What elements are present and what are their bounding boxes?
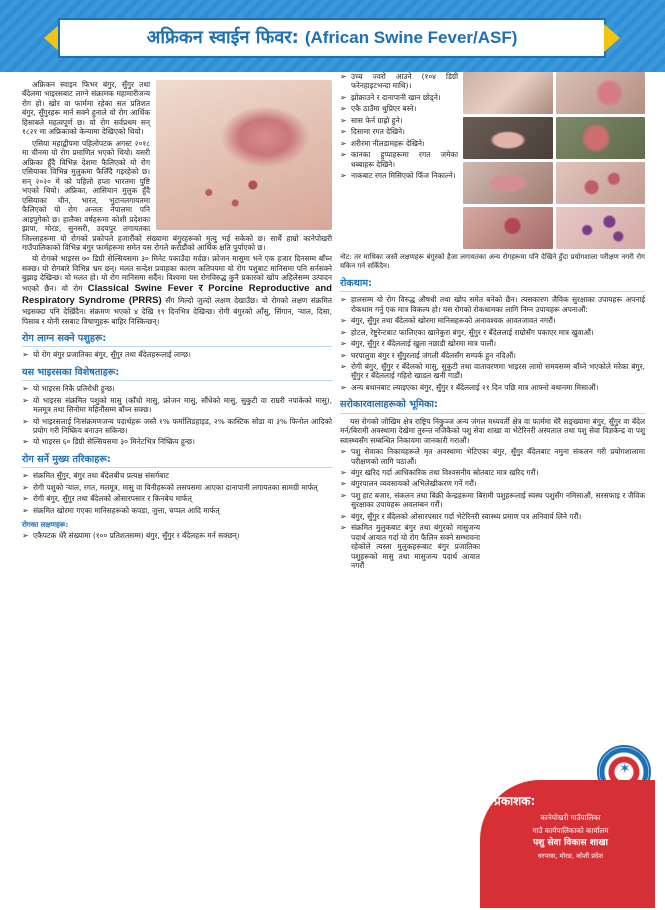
symptoms-note: नोट: तर माथिका जस्तै लक्षणहरू बंगुरको हैजा लगायतका अन्य रोगहरूमा पनि देखिने हुँदा प्रयोगशाला परीक्षण नगरी रोग यकिन गर्न सकिँदैन। (340, 253, 645, 270)
list-item: ➢ घरपालुवा बंगुर र सुँगुरलाई जंगली बँदेलसँग सम्पर्क हुन नदिऔं। (340, 350, 516, 360)
intro-paragraph-3-tail: सँग मिल्दो जुल्दो लक्षण देखाउँछ। यो रोगको लक्षण संक्रमित भइसक्दा पनि देखिँदैन। संक्रमण भएको ४ देखि १९ दिनभित्र देखिन्छ। रोगी बंगुरको आँसु, सिंगान, र्‍याल, दिसा, पिसाब र योनी रसबाट विषाणुहरू बाहिर निस्किन्छन्। (22, 296, 332, 326)
pig-ear-hemorrhage-photo (463, 207, 553, 249)
arrow-bullet-icon: ➢ (340, 479, 347, 489)
arrow-bullet-icon: ➢ (22, 416, 29, 426)
list-item: ➢ पशु हाट बजार, संकलन तथा बिक्री केन्द्रहरूमा बिरामी पशुहरूलाई स्वस्थ पशुसँग नमिसाऔं, सरसफाइ र जैविक सुरक्षाका उपायहरू अवलम्बन गरौं। (340, 490, 645, 510)
arrow-bullet-icon: ➢ (22, 531, 29, 541)
huddled-pigs-photo (463, 117, 553, 159)
pig-nose-bleeding-photo (556, 117, 646, 159)
arrow-bullet-icon: ➢ (340, 361, 347, 371)
title-english: (African Swine Fever/ASF) (304, 28, 518, 48)
title-nepali: अफ्रिकन स्वाईन फिवर: (146, 27, 299, 49)
list-item: ➢ बंगुर, सुँगुर र बँदेललाई खुला नछाडी खोरमा मात्र पालौं। (340, 339, 497, 349)
list-item: ➢ कानका हुप्पाहरूमा रगत जमेका धब्बाहरू देखिने। (340, 150, 458, 169)
arrow-bullet-icon: ➢ (340, 339, 347, 349)
list-item: ➢ झोक्राउने र दानापानी खान छोड्ने। (340, 92, 441, 102)
arrow-bullet-icon: ➢ (340, 171, 347, 181)
pig-bruised-skin-photo (556, 207, 646, 249)
dead-pig-photo (463, 162, 553, 204)
list-item: ➢ संक्रमित खोरमा गएका मानिसहरूको कपडा, जुत्ता, चप्पल आदि मार्फत् (22, 505, 220, 515)
arrow-bullet-icon: ➢ (340, 138, 347, 148)
arrow-bullet-icon: ➢ (22, 494, 29, 504)
prevention-list (340, 295, 645, 392)
list-item: ➢ उच्च ज्वरो आउने (१०४ डिग्री फरेनहाइटभन्दा माथि)। (340, 72, 458, 91)
arrow-bullet-icon: ➢ (340, 127, 347, 137)
intro-paragraph-3-english: Classical Swine Fever र Porcine Reproductive and Respiratory Syndrome (PRRS) (22, 282, 332, 306)
emblem-star-icon: ✶ (619, 761, 631, 777)
list-item: ➢ एकै ठाउँमा थुप्रिएर बस्ने। (340, 104, 417, 114)
arrow-bullet-icon: ➢ (340, 150, 347, 160)
publisher-office: गाउँ कार्यपालिकाको कार्यालय (532, 825, 609, 835)
right-column (340, 72, 645, 573)
publisher-address: वरपरस, मोरङ, कोशी प्रदेश (538, 852, 603, 861)
list-item: ➢ बंगुर खरिद गर्दा आधिकारिक तथा विश्वसनीय स्रोतबाट मात्र खरिद गरौं। (340, 468, 539, 477)
list-item: ➢ शरीरमा नीलडामहरू देखिने। (340, 138, 425, 148)
arrow-bullet-icon: ➢ (22, 350, 29, 360)
list-item: ➢ सास फेर्न ग्राह्रो हुने। (340, 115, 403, 125)
who-gets-list (22, 350, 332, 359)
list-item: ➢ यो भाइरस ६० डिग्री सेल्सियसमा ३० मिनेटभित्र निष्क्रिय हुन्छ। (22, 437, 195, 447)
list-item: ➢ नाकबाट रगत मिसिएको फिँज निकाल्ने। (340, 171, 456, 181)
arrow-bullet-icon: ➢ (340, 468, 347, 477)
list-item: ➢ पशु सेवाका निकायहरूले मृत अवस्थामा भेटिएका बंगुर, सुँगुर बँदेलबाट नमुना संकलन गरी प्रयोगशालामा परीक्षणको लागि पठाऔं। (340, 447, 645, 466)
arrow-bullet-icon: ➢ (340, 523, 347, 533)
list-item: ➢ बंगुर, सुँगुर र बँदेलको ओसारपसार गर्दा भेटेरिनरी स्वास्थ्य प्रमाण पत्र अनिवार्य लिने गरौं। (340, 511, 582, 521)
list-item: ➢ यो रोग बंगुर प्रजातिका बंगुर, सुँगुर तथा बँदेलहरूलाई लाग्छ। (22, 350, 191, 360)
arrow-bullet-icon: ➢ (22, 384, 29, 394)
intro-paragraph-3-text: यो रोगको भाइरस ७० डिग्री सेल्सियसमा ३० मिनेट पकाउँदा मर्दछ। फ्रोजन मासुमा भने एक हजार दिनसम्म बाँच्न सक्छ। यो रोगबारे विभिन्न भ्रम छन्। मलत सन्देश प्रवाहका कारण कतिपयमा यो रोग पशुबाट मानिसमा पनि सर्नसक्ने बुझाइ देखिन्छ। यो मलत हो। यो रोग मानिसमा सर्दैन। विश्वमा यस रोगविरुद्ध कुनै प्रकारको खोप अहिलेसम्म उत्पादन भएको छैन। यो रोग (22, 254, 332, 293)
arrow-bullet-icon: ➢ (340, 295, 347, 305)
arrow-bullet-icon: ➢ (22, 437, 29, 447)
pig-blotches-photo (556, 162, 646, 204)
list-item: ➢ संक्रमित सुँगुर, बंगुर तथा बँदेलबीच प्रत्यक्ष संसर्गबाट (22, 471, 170, 481)
page-title (58, 18, 606, 58)
banner-ribbon-right (604, 24, 620, 52)
arrow-bullet-icon: ➢ (340, 104, 347, 114)
list-item: ➢ रोगी बंगुर, सुँगुर र बँदेलको मासु, सुकुटी तथा वातावरणमा भाइरस लामो समयसम्म बाँच्ने भएकोले मरेका बंगुर, सुँगुर र बँदेललाई गहिरो खाडल खनी गाडौं। (340, 361, 645, 381)
publisher-label: प्रकाशक: (494, 794, 536, 808)
spread-title: रोग सर्ने मुख्य तरिकाहरू: (22, 454, 332, 468)
arrow-bullet-icon: ➢ (340, 447, 347, 457)
arrow-bullet-icon: ➢ (22, 395, 29, 405)
list-item: ➢ रोगी पशुको र्‍याल, रगत, मलमूत्र, मासु वा यिनीहरूको लसपसमा आएका दानापानी लगायतका सामग्री मार्फत् (22, 482, 318, 492)
list-item: ➢ बंगुरपालन व्यवसायको अभिलेखीकरण गर्ने गरौं। (340, 479, 477, 489)
symptoms-block (340, 72, 645, 249)
list-item: ➢ बंगुर, सुँगुर तथा बँदेलको खोरमा मानिसहरूको अनावश्यक आवतजावत नगरौं। (340, 316, 556, 326)
who-gets-title: रोग लाग्न सक्ने पशुहरू: (22, 333, 332, 347)
left-column (22, 80, 332, 543)
publisher-box (480, 780, 655, 908)
list-item: ➢ एकैपटक धेरै संख्यामा (१०० प्रतिशतसम्म) बंगुर, सुँगुर र बँदेलहरू मर्न सक्छन्। (22, 531, 240, 541)
intro-section (22, 80, 332, 326)
arrow-bullet-icon: ➢ (340, 72, 347, 81)
arrow-bullet-icon: ➢ (22, 505, 29, 515)
arrow-bullet-icon: ➢ (340, 350, 347, 360)
stakeholders-title: सरोकारवालाहरूको भूमिका: (340, 399, 645, 413)
sick-pigs-photo (463, 72, 553, 114)
list-item: ➢ यो भाइरस संक्रमित पशुको मासु (काँचो मासु, फ्रोजन मासु, सौंधेको मासु, सुकुटी वा राम्ररी नपाकेको मासु), मलमूत्र तथा सिनोमा महिनौंसम्म बाँच्न सक्छ। (22, 395, 332, 415)
prevention-title: रोकथाम: (340, 278, 645, 292)
list-item: ➢ अन्य बथानबाट ल्याइएका बंगुर, सुँगुर र बँदेललाई २१ दिन पछि मात्र आफ्नो बथानमा मिसाऔं। (340, 382, 599, 392)
symptoms-title: रोगका लक्षणहरू: (22, 520, 69, 530)
symptom-photo-grid (463, 72, 645, 249)
symptoms-list-right (340, 72, 458, 249)
header-banner (0, 0, 665, 72)
spread-list (22, 471, 332, 515)
arrow-bullet-icon: ➢ (340, 92, 347, 102)
infected-pig-ear-photo (156, 80, 332, 230)
arrow-bullet-icon: ➢ (340, 316, 347, 326)
publisher-municipality: कानेपोखरी गाउँपालिका (540, 813, 601, 823)
list-item: ➢ रोगी बंगुर, सुँगुर तथा बँदेलको ओसारपसार र किनबेच मार्फत् (22, 494, 192, 504)
arrow-bullet-icon: ➢ (340, 490, 347, 500)
arrow-bullet-icon: ➢ (340, 511, 347, 521)
arrow-bullet-icon: ➢ (340, 382, 347, 392)
pig-skin-lesion-photo (556, 72, 646, 114)
list-item: ➢ यो भाइरस निकै प्रतिरोधी हुन्छ। (22, 384, 115, 394)
publisher-branch: पशु सेवा विकास शाखा (533, 837, 608, 848)
arrow-bullet-icon: ➢ (340, 327, 347, 337)
list-item: ➢ होटल, रेष्टुरेन्टबाट फालिएका खानेकुरा बंगुर, सुँगुर र बँदेललाई राम्रोसँग पकाएर मात्र खुवाऔं। (340, 327, 594, 337)
list-item: ➢ हालसम्म यो रोग विरुद्ध औषधी तथा खोप समेत बनेको छैन। त्यसकारण जैविक सुरक्षाका उपायहरू अपनाई रोकथाम गर्नु एक मात्र विकल्प हो। यस रोगको रोकथामका लागि निम्न उपायहरू अपनाऔं: (340, 295, 645, 314)
symptoms-list-left (22, 531, 332, 540)
arrow-bullet-icon: ➢ (340, 115, 347, 125)
list-item: ➢ यो भाइरसलाई निःसंक्रमणजन्य पदार्थहरू जस्तै १% फर्मालिडहाइड, २% कास्टिक सोडा वा ३% फिनोल आदिको प्रयोग गरी निष्क्रिय बनाउन सकिन्छ। (22, 416, 332, 435)
virus-features-list (22, 384, 332, 447)
intro-paragraph-2: एसिया महाद्वीपमा पहिलोपटक अगस्ट २०१८ मा चीनमा यो रोग प्रमाणित भएको थियो। यसरी अफ्रिका हुँदै विभिन्न देशमा फैलिएको यो रोग एसियाका विभिन्न मुलुकमा फैलिँदै गइरहेको छ। सन् २०२० मे को पहिलो हप्ता भारतमा पुष्टि भएको थियो। अफ्रिका, आसियान मुलुक हुँदै एसियाका चीन, भारत, भुटानलगायतमा फैलिएको यो रोग अन्ततः नेपालमा पनि आइपुगेको छ। हालैका वर्षहरूमा कोशी प्रदेशका झापा, मोरङ, सुनसरी, उदयपुर लगायतका जिल्लाहरूमा यो रोगको प्रकोपले हजारौंको संख्यामा बंगुरहरूको मृत्यु भई सकेको छ। सार्थै हाम्रो कानेपोखरी गाउँपालिकाको विभिन्न बंगुर फार्महरूमा समेत यस रोगले करोडौंको आर्थिक क्षति पुर्याएको छ। (22, 138, 332, 252)
intro-paragraph-3 (22, 254, 332, 326)
virus-features-title: यस भाइरसका विशेषताहरू: (22, 367, 332, 381)
intro-paragraph-1: अफ्रिकन स्वाइन फिभर बंगुर, सुँगुर तथा बँदेलमा भाइरसबाट लाग्ने संक्रामक महामारीजन्य रोग हो। खोर वा फार्ममा रहेका सत प्रतिशत बंगुर, सुँगुरहरू मार्न सक्ने हुनाले यो रोग आर्थिक हिसाबले महत्वपूर्ण छ। यो रोग सर्वप्रथम सन् १८२१ मा अफ्रिकाको केन्यामा देखिएको थियो। (22, 80, 150, 137)
arrow-bullet-icon: ➢ (22, 482, 29, 492)
list-item: ➢ संक्रमित मुलुकबाट बंगुर तथा बंगुरको मासुजन्य पदार्थ आयात गर्दा यो रोग फैलिन सक्ने सम्भावना रहेकोले त्यस्ता मुलुकहरूबाट बंगुर प्रजातिका पशुहरूको मासु तथा मासुजन्य पदार्थ आयात नगरौं (340, 523, 480, 571)
list-item: ➢ दिसामा रगत देखिने। (340, 127, 405, 137)
arrow-bullet-icon: ➢ (22, 471, 29, 481)
stakeholders-list (340, 447, 645, 571)
stakeholders-intro: यस रोगको जोखिम क्षेत्र राष्ट्रिय निकुञ्ज अन्य जंगल मध्यवर्ती क्षेत्र वा फार्ममा धेरै सङ्ख्यामा बंगुर, सुँगुर वा बँदेल मर्न/बिरामी अवस्थामा देखेमा तुरुन्त नजिकैको पशु सेवा शाखा वा भेटेरिनरी अस्पताल तथा पशु सेवा विज्ञकेन्द्र वा पशु स्वास्थ्यसँग सम्बन्धित निकायमा जानकारी गराऔं। (340, 416, 645, 445)
